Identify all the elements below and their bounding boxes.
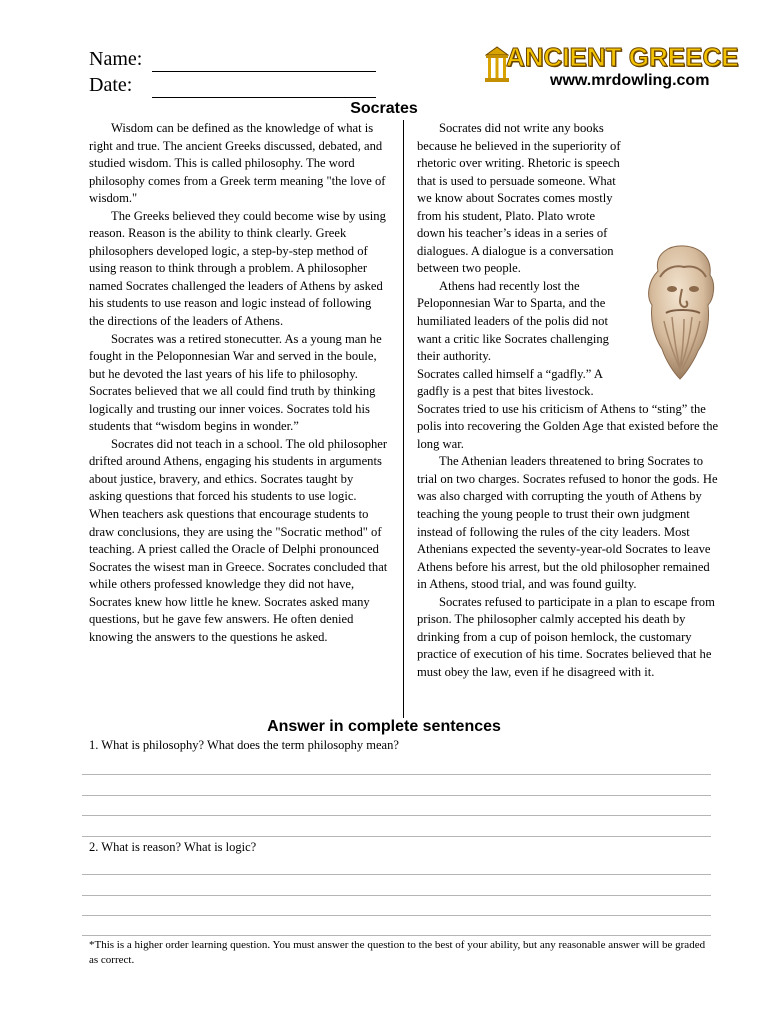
date-line[interactable] bbox=[152, 97, 376, 98]
paragraph: The Greeks believed they could become wise by using reason. Reason is the ability to think clearly. Greek philosophers developed logic, a step-by-step method of using reason to think through a problem. A philosopher named Socrates challenged the leaders of Athens by asked his students to use reason and logic instead of following the directions of the leaders of Athens. bbox=[89, 208, 386, 329]
paragraph: Socrates called himself a “gadfly.” A gadfly is a pest that bites livestock. Socrates tried to use his criticism of Athens to “sting” the polis into recovering the Golden Age that existed before the long war. bbox=[417, 366, 719, 451]
answer-line[interactable] bbox=[82, 815, 711, 816]
answer-line[interactable] bbox=[82, 874, 711, 875]
answer-line[interactable] bbox=[82, 836, 711, 837]
socrates-bust-image bbox=[640, 243, 722, 383]
date-label: Date: bbox=[89, 74, 133, 96]
logo-title: ANCIENT GREECE bbox=[506, 42, 739, 72]
left-column bbox=[89, 120, 389, 646]
paragraph: Socrates did not write any books because he believed in the superiority of rhetoric over writing. Rhetoric is speech that is used to persuade someone. What we know about Socrates comes mostly from his student, Plato. Plato wrote down his teacher’s ideas in a series of dialogues. A dialogue is a conversation between two people. bbox=[417, 121, 621, 276]
answer-section-title: Answer in complete sentences bbox=[267, 718, 501, 735]
name-line[interactable] bbox=[152, 71, 376, 72]
paragraph: The Athenian leaders threatened to bring Socrates to trial on two charges. Socrates refused to honor the gods. He was also charged with corrupting the youth of Athens by teaching the young people to trust their own judgment instead of following the rules of the city leaders. Most Athenians expected the seventy-year-old Socrates to leave Athens before his arrest, but the old philosopher remained in Athens, stood trial, and was found guilty. bbox=[417, 454, 718, 592]
answer-line[interactable] bbox=[82, 774, 711, 775]
paragraph: Socrates was a retired stonecutter. As a young man he fought in the Peloponnesian War and served in the boule, but he devoted the last years of his life to philosophy. Socrates believed that we all could find truth by thinking logically and trusting our inner voices. Socrates told his students that “wisdom begins in wonder.” bbox=[89, 331, 382, 434]
answer-line[interactable] bbox=[82, 895, 711, 896]
paragraph: Wisdom can be defined as the knowledge of what is right and true. The ancient Greeks discussed, debated, and studied wisdom. This is called philosophy. The word philosophy comes from a Greek term meaning "the love of wisdom." bbox=[89, 121, 386, 206]
paragraph: Socrates refused to participate in a plan to escape from prison. The philosopher calmly accepted his death by drinking from a cup of poison hemlock, the customary practice of execution of his time. Socrates believed that he must obey the law, even if he disagreed with it. bbox=[417, 594, 715, 679]
page-title: Socrates bbox=[350, 100, 418, 117]
answer-line[interactable] bbox=[82, 915, 711, 916]
answer-line[interactable] bbox=[82, 795, 711, 796]
name-label: Name: bbox=[89, 48, 143, 70]
question-1: 1. What is philosophy? What does the term philosophy mean? bbox=[89, 738, 399, 752]
question-2: 2. What is reason? What is logic? bbox=[89, 840, 257, 854]
paragraph: Athens had recently lost the Peloponnesian War to Sparta, and the humiliated leaders of the polis did not want a critic like Socrates challenging their authority. bbox=[417, 278, 609, 364]
paragraph: Socrates did not teach in a school. The old philosopher drifted around Athens, engaging his students in arguments about justice, bravery, and ethics. Socrates taught by asking questions that forced his students to use logic. When teachers ask questions that encourage students to draw conclusions, they are using the "Socratic method" of teaching. A priest called the Oracle of Delphi pronounced Socrates the wisest man in Greece. Socrates concluded that while others professed knowledge they did not have, Socrates knew how little he knew. Socrates asked many questions, but he gave few answers. He often denied knowing the answers to the questions he asked. bbox=[89, 436, 388, 644]
column-divider bbox=[403, 120, 404, 718]
footnote: *This is a higher order learning question. You must answer the question to the best of your ability, but any reasonable answer will be graded as correct. bbox=[89, 939, 706, 966]
right-column bbox=[417, 120, 721, 682]
logo-url: www.mrdowling.com bbox=[550, 72, 710, 89]
answer-line[interactable] bbox=[82, 935, 711, 936]
